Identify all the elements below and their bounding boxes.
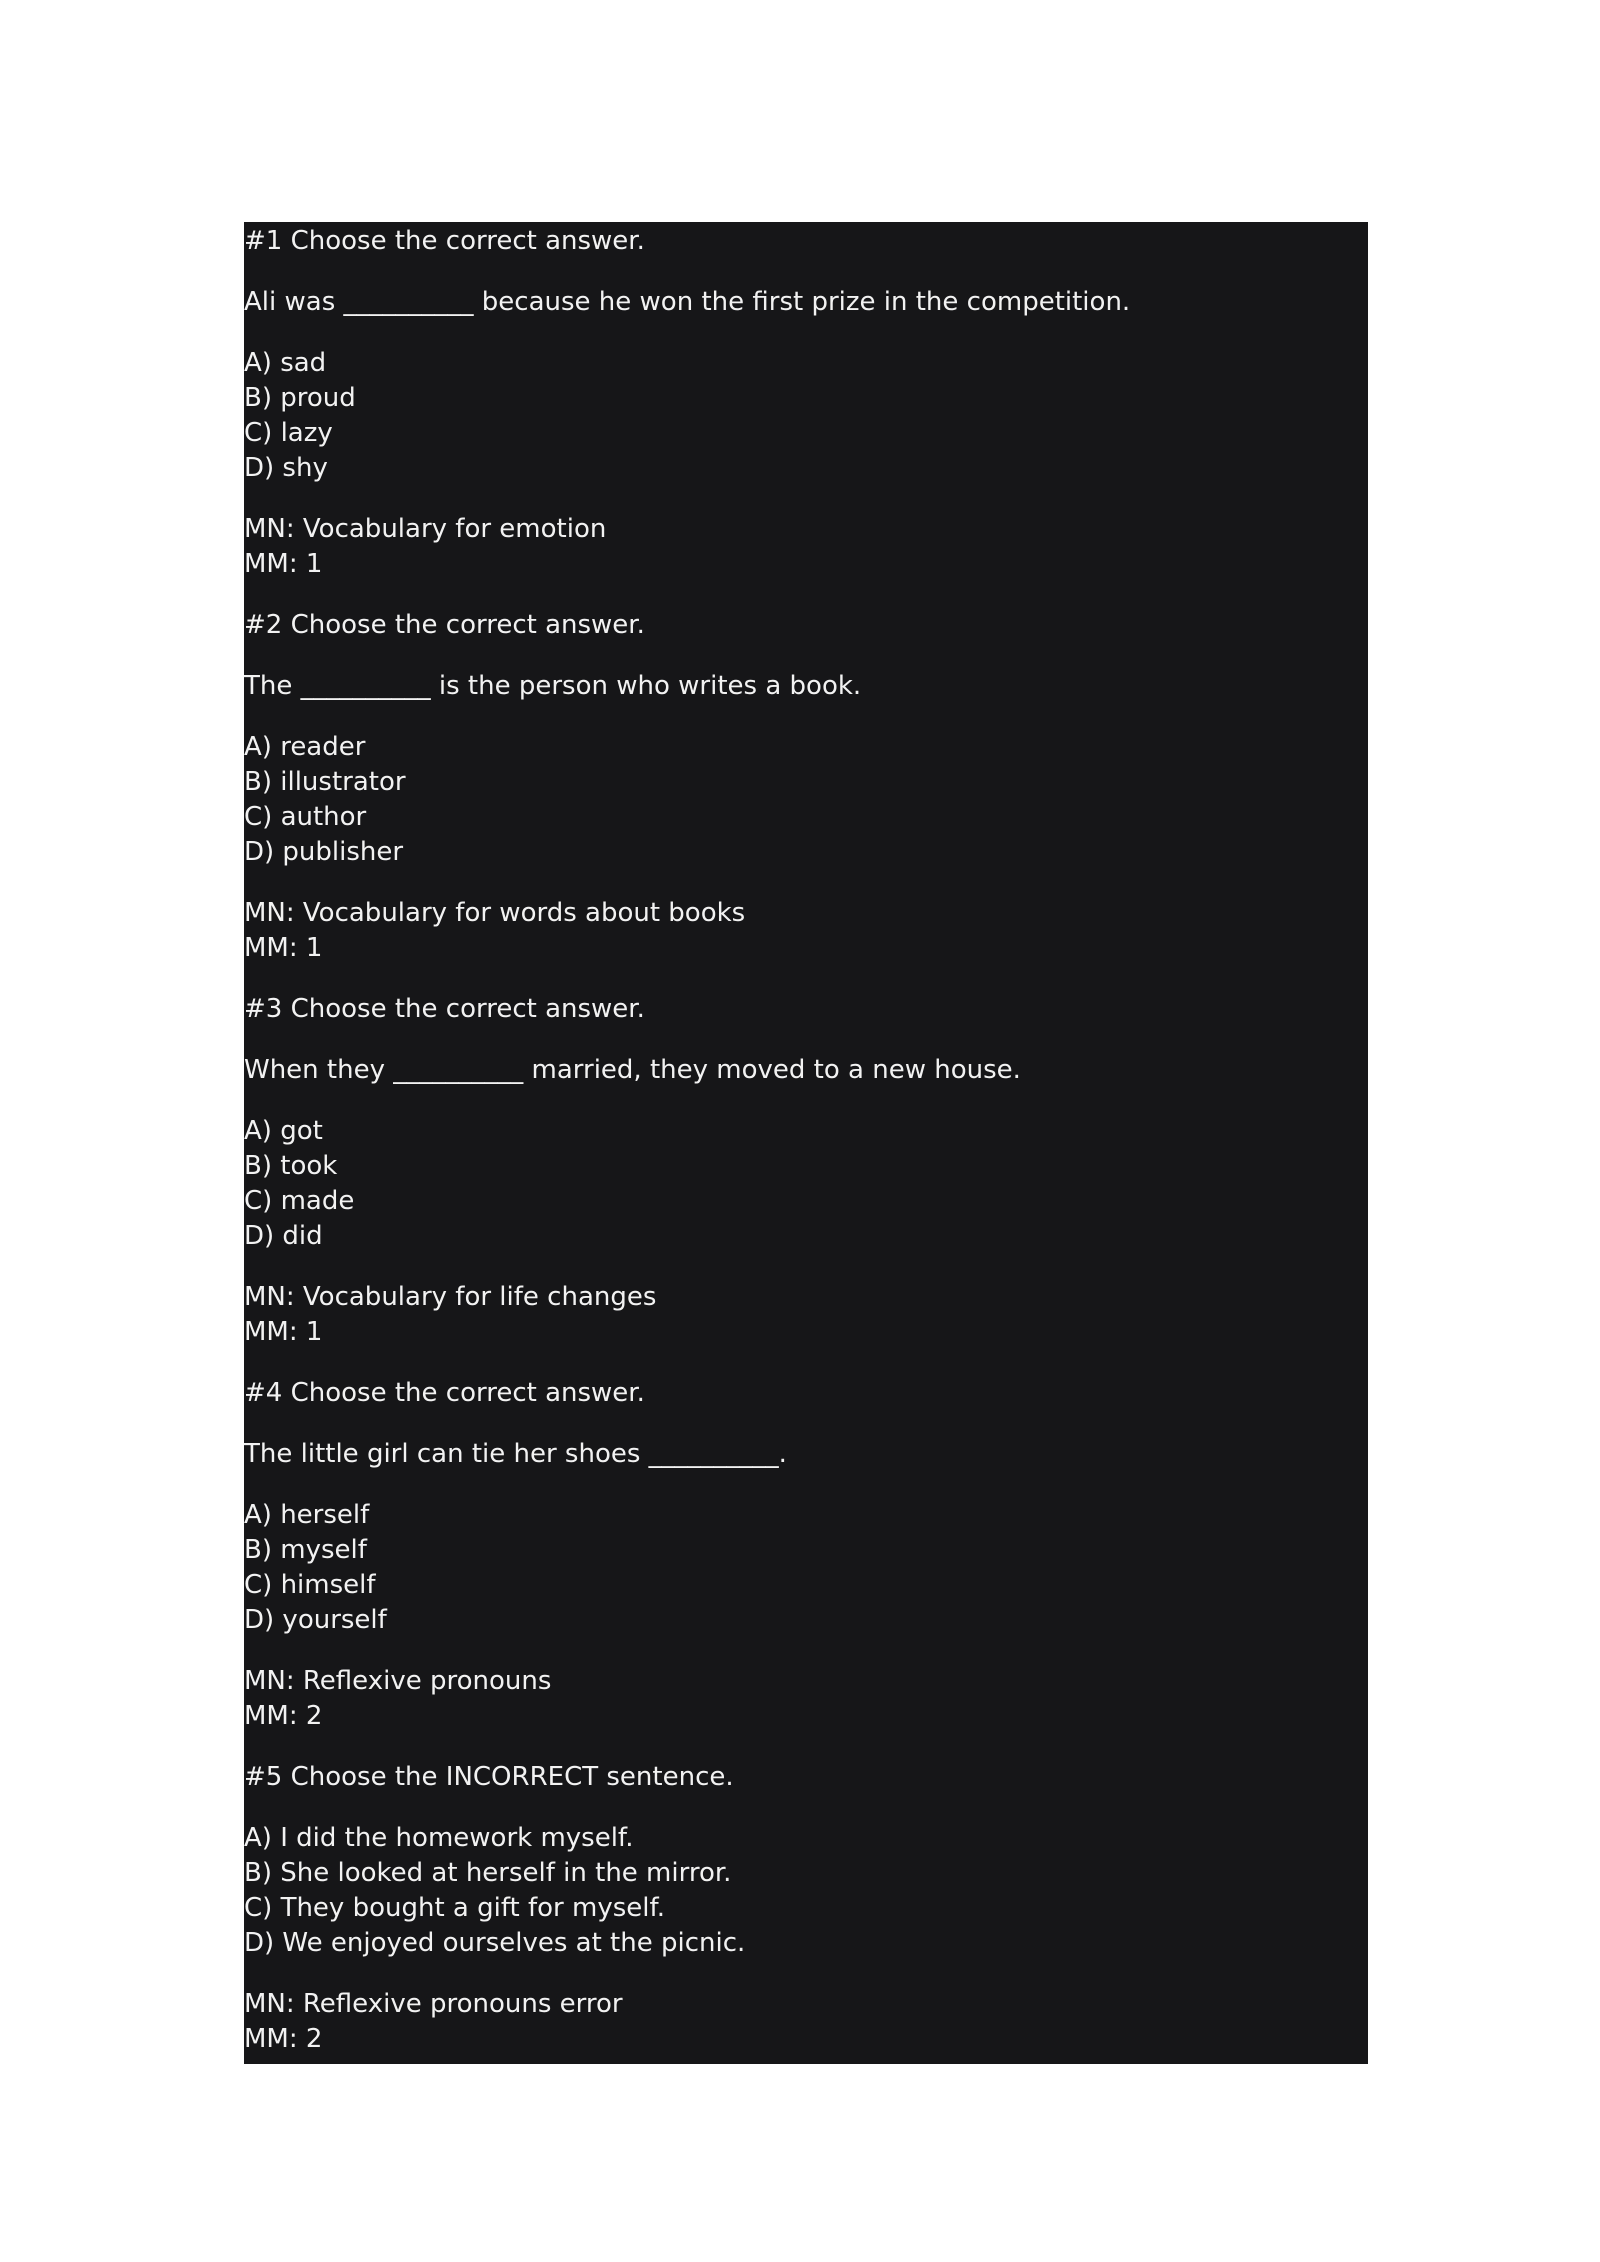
question-mn: MN: Vocabulary for words about books [244, 898, 746, 928]
question-mn: MN: Vocabulary for emotion [244, 514, 607, 544]
question-document [244, 222, 1368, 2064]
option-b: B) illustrator [244, 767, 406, 797]
option-c: C) author [244, 802, 367, 832]
question-mm: MM: 2 [244, 2024, 323, 2054]
option-d: D) publisher [244, 837, 404, 867]
question-heading: #5 Choose the INCORRECT sentence. [244, 1762, 734, 1792]
question-5 [244, 1760, 1368, 2057]
question-stem: When they __________ married, they moved to a new house. [244, 1055, 1021, 1085]
option-d: D) yourself [244, 1605, 387, 1635]
question-heading: #1 Choose the correct answer. [244, 226, 645, 256]
option-d: D) shy [244, 453, 328, 483]
option-c: C) made [244, 1186, 355, 1216]
option-a: A) I did the homework myself. [244, 1823, 634, 1853]
question-heading: #4 Choose the correct answer. [244, 1378, 645, 1408]
option-c: C) himself [244, 1570, 376, 1600]
option-a: A) got [244, 1116, 323, 1146]
question-stem: Ali was __________ because he won the first prize in the competition. [244, 287, 1131, 317]
option-d: D) We enjoyed ourselves at the picnic. [244, 1928, 746, 1958]
question-1 [244, 224, 1368, 608]
option-b: B) myself [244, 1535, 367, 1565]
question-mm: MM: 1 [244, 549, 323, 579]
option-c: C) lazy [244, 418, 333, 448]
option-a: A) herself [244, 1500, 370, 1530]
question-4 [244, 1376, 1368, 1760]
option-b: B) took [244, 1151, 338, 1181]
question-mm: MM: 2 [244, 1701, 323, 1731]
question-mn: MN: Reflexive pronouns error [244, 1989, 623, 2019]
question-3 [244, 992, 1368, 1376]
question-mn: MN: Vocabulary for life changes [244, 1282, 657, 1312]
question-heading: #3 Choose the correct answer. [244, 994, 645, 1024]
question-mm: MM: 1 [244, 933, 323, 963]
question-2 [244, 608, 1368, 992]
question-stem: The __________ is the person who writes a book. [244, 671, 862, 701]
question-stem: The little girl can tie her shoes __________. [244, 1439, 787, 1469]
question-heading: #2 Choose the correct answer. [244, 610, 645, 640]
question-mn: MN: Reflexive pronouns [244, 1666, 552, 1696]
option-c: C) They bought a gift for myself. [244, 1893, 666, 1923]
option-d: D) did [244, 1221, 323, 1251]
option-a: A) sad [244, 348, 327, 378]
question-mm: MM: 1 [244, 1317, 323, 1347]
option-b: B) proud [244, 383, 356, 413]
option-a: A) reader [244, 732, 366, 762]
option-b: B) She looked at herself in the mirror. [244, 1858, 732, 1888]
